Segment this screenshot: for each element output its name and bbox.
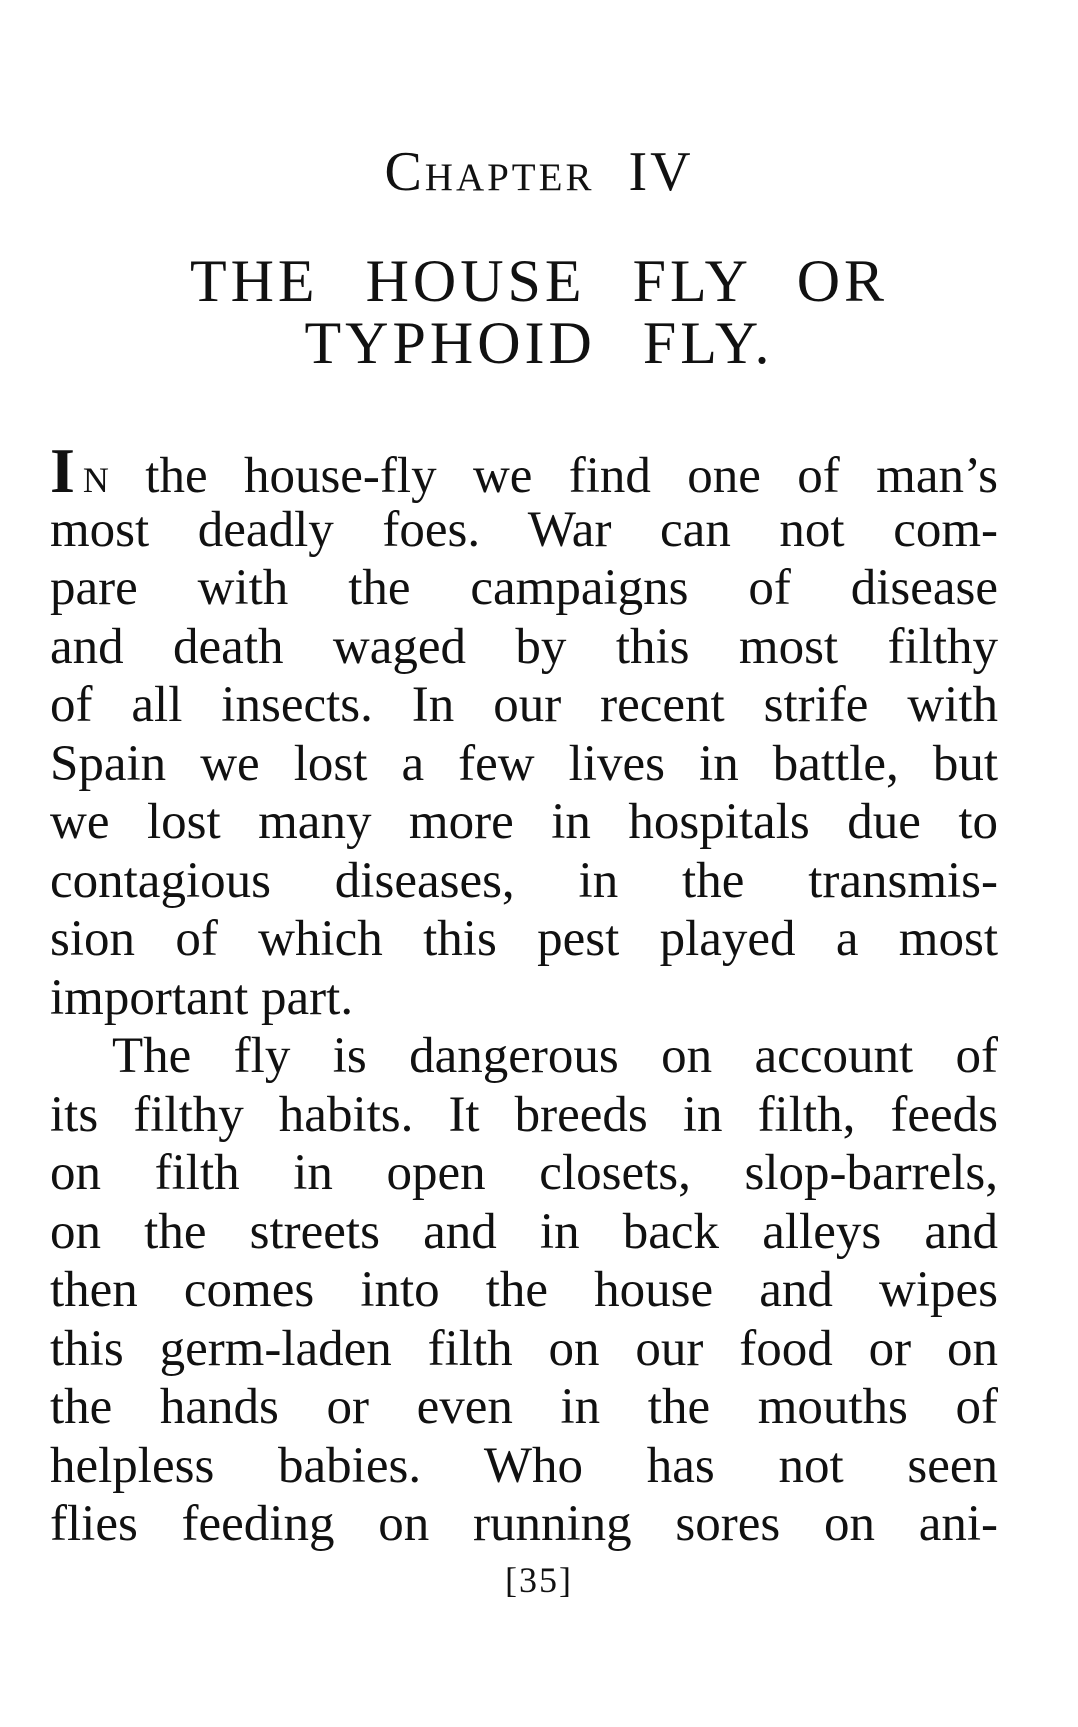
chapter-title-line-2: TYPHOID FLY. (304, 310, 774, 376)
lead-word: n (82, 448, 109, 504)
text-line (50, 435, 998, 506)
text-line: helpless babies. Who has not seen (50, 1437, 998, 1494)
text-line: we lost many more in hospitals due to (50, 794, 998, 850)
text-line: pare with the campaigns of disease (50, 560, 998, 616)
chapter-title (0, 250, 1078, 374)
paragraph-2 (50, 1027, 998, 1554)
body-text (50, 435, 998, 1554)
text-line: its filthy habits. It breeds in filth, feeds (50, 1086, 998, 1143)
text-line: sion of which this pest played a most (50, 911, 998, 967)
chapter-label: Chapter (384, 141, 595, 203)
chapter-numeral: IV (628, 141, 694, 203)
text-line: important part. (50, 969, 354, 1026)
text-line: most deadly foes. War can not com- (50, 501, 998, 558)
text-line: contagious diseases, in the transmis- (50, 852, 998, 909)
drop-cap: I (50, 435, 75, 506)
text-line: Spain we lost a few lives in battle, but (50, 735, 998, 792)
page-number: [35] (505, 1560, 573, 1600)
text-line: this germ-laden filth on our food or on (50, 1320, 998, 1377)
text-line: flies feeding on running sores on ani- (50, 1496, 998, 1552)
text-line: and death waged by this most filthy (50, 618, 998, 675)
text-line: The fly is dangerous on account of (112, 1028, 998, 1084)
text-line-content: the house-fly we find one of man’s (108, 448, 998, 504)
chapter-heading (0, 140, 1078, 204)
paragraph-1 (50, 435, 998, 1027)
text-line: on filth in open closets, slop-barrels, (50, 1145, 998, 1201)
text-line: then comes into the house and wipes (50, 1262, 998, 1318)
chapter-title-line-1: THE HOUSE FLY OR (189, 248, 889, 314)
text-line: of all insects. In our recent strife with (50, 677, 998, 733)
text-line: on the streets and in back alleys and (50, 1203, 998, 1260)
text-line: the hands or even in the mouths of (50, 1379, 998, 1435)
